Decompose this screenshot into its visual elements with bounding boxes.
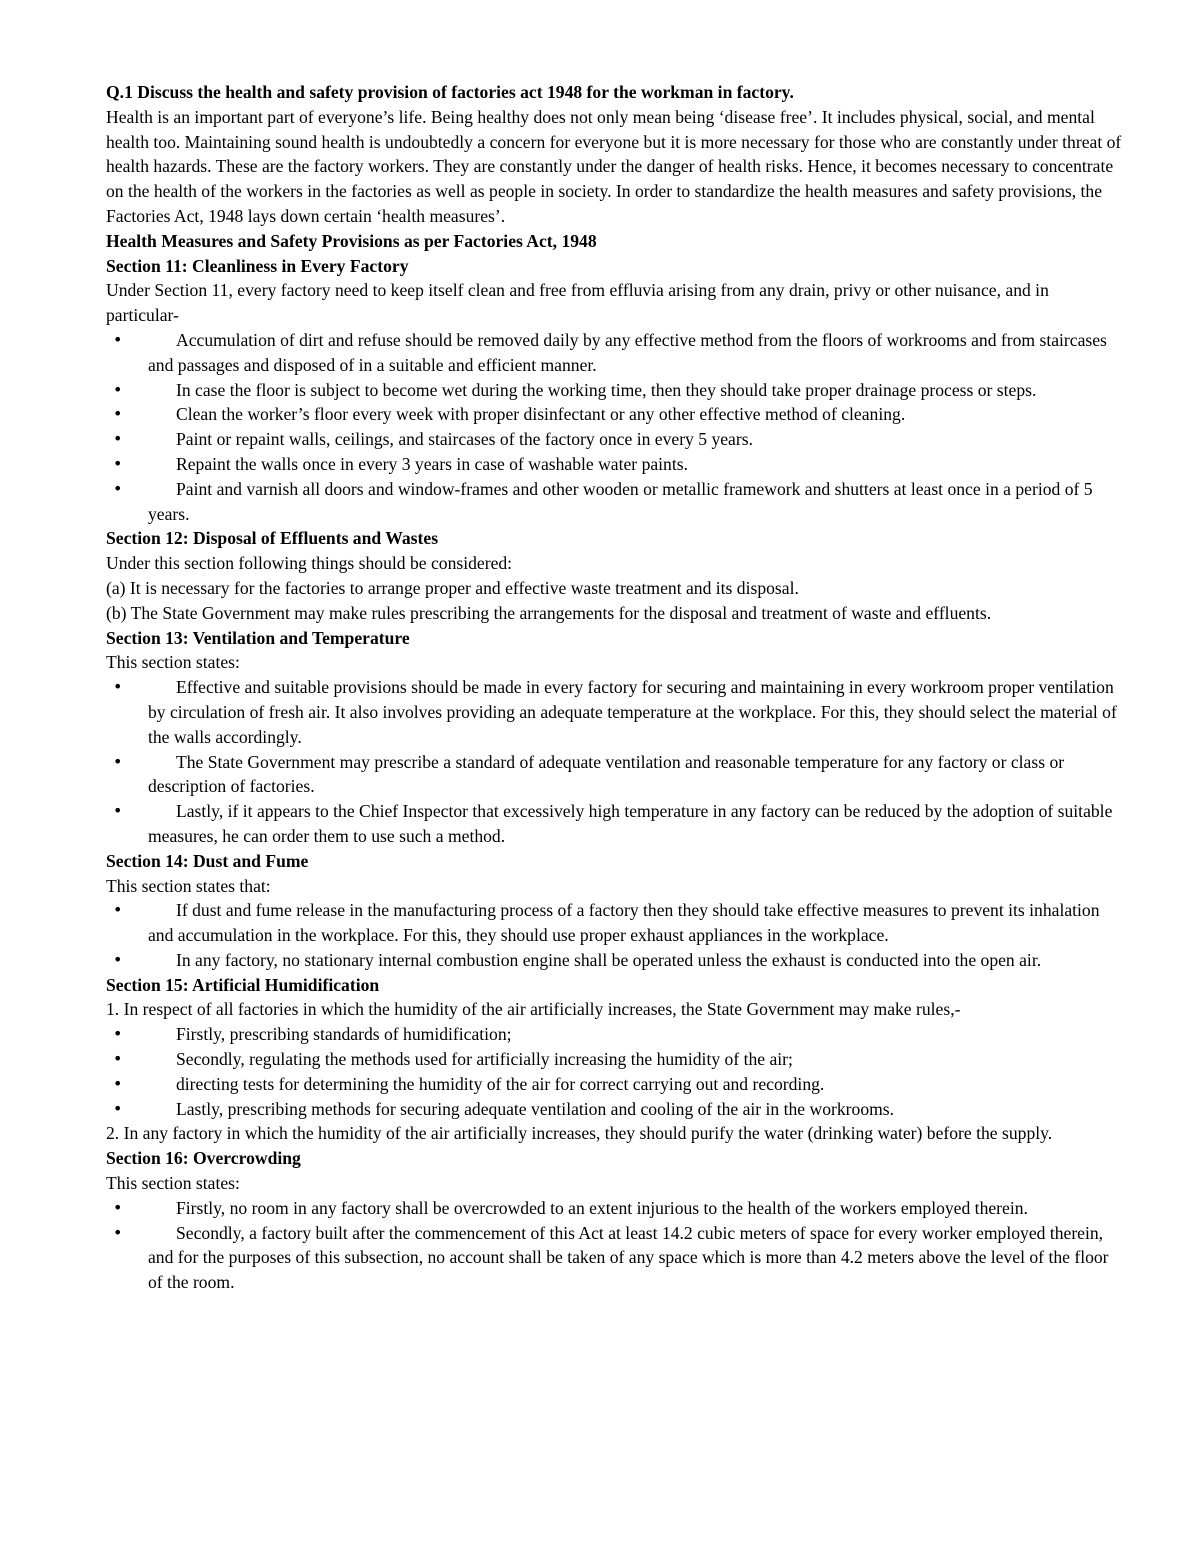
bullet-text: Lastly, prescribing methods for securing adequate ventilation and cooling of the air in the workrooms. [176,1098,895,1119]
bullet-text: Firstly, no room in any factory shall be overcrowded to an extent injurious to the health of the workers employed therein. [176,1197,1028,1218]
section [106,626,1122,849]
sections-container [106,254,1122,1295]
section-paragraph: (a) It is necessary for the factories to arrange proper and effective waste treatment and its disposal. [106,577,799,598]
bullet-text: Effective and suitable provisions should be made in every factory for securing and maintaining in every workroom proper ventilation by circulation of fresh air. It also involves providing an adequate temperature at the workplace. For this, they should select the material of the walls accordingly. [148,677,1117,747]
section-paragraph: (b) The State Government may make rules prescribing the arrangements for the disposal and treatment of waste and effluents. [106,602,992,623]
bullet-text: Paint and varnish all doors and window-frames and other wooden or metallic framework and shutters at least once in a period of 5 years. [148,478,1093,524]
bullet-list [106,1022,1122,1121]
bullet-icon: • [113,453,123,473]
bullet-item [106,378,1122,403]
section-title: Section 15: Artificial Humidification [106,974,380,995]
bullet-text: Paint or repaint walls, ceilings, and staircases of the factory once in every 5 years. [176,429,753,450]
bullet-item [106,477,1122,527]
section-title: Section 12: Disposal of Effluents and Wastes [106,528,439,549]
document-page [106,80,1122,1295]
section-paragraph: 1. In respect of all factories in which the humidity of the air artificially increases, the State Government may make rules,- [106,999,961,1020]
section-paragraph: Under Section 11, every factory need to keep itself clean and free from effluvia arising from any drain, privy or other nuisance, and in particular- [106,280,1049,326]
section-title: Section 11: Cleanliness in Every Factory [106,255,409,276]
bullet-item [106,452,1122,477]
bullet-icon: • [113,900,123,920]
section-title: Section 13: Ventilation and Temperature [106,627,410,648]
bullet-icon: • [113,1197,123,1217]
bullet-list [106,675,1122,849]
bullet-item [106,1221,1122,1295]
bullet-text: Clean the worker’s floor every week with proper disinfectant or any other effective method of cleaning. [176,404,906,425]
bullet-text: Secondly, a factory built after the commencement of this Act at least 14.2 cubic meters of space for every worker employed therein, and for the purposes of this subsection, no account shall be taken of any space which is more than 4.2 meters above the level of the floor of the room. [148,1222,1109,1293]
bullet-item [106,1047,1122,1072]
section [106,1146,1122,1295]
bullet-item [106,1022,1122,1047]
bullet-item [106,898,1122,948]
section [106,973,1122,1147]
bullet-text: Lastly, if it appears to the Chief Inspector that excessively high temperature in any factory can be reduced by the adoption of suitable measures, he can order them to use such a method. [148,801,1113,846]
section-paragraph: This section states: [106,652,240,673]
bullet-text: If dust and fume release in the manufacturing process of a factory then they should take effective measures to prevent its inhalation and accumulation in the workplace. For this, they should use proper exhaust appliances in the workplace. [148,900,1100,946]
bullet-icon: • [113,1024,123,1044]
section-paragraph: This section states: [106,1173,240,1194]
bullet-item [106,1097,1122,1122]
main-heading: Health Measures and Safety Provisions as per Factories Act, 1948 [106,230,597,251]
bullet-text: Firstly, prescribing standards of humidification; [176,1024,512,1045]
section-title: Section 14: Dust and Fume [106,850,309,871]
question-title: Q.1 Discuss the health and safety provision of factories act 1948 for the workman in factory. [106,82,794,102]
bullet-text: Accumulation of dirt and refuse should be removed daily by any effective method from the floors of workrooms and from staircases and passages and disposed of in a suitable and efficient manner. [148,329,1107,375]
bullet-icon: • [113,1073,123,1093]
bullet-icon: • [113,379,123,399]
bullet-item [106,750,1122,800]
bullet-icon: • [113,1049,123,1069]
bullet-text: In case the floor is subject to become wet during the working time, then they should take proper drainage process or steps. [176,379,1037,400]
section [106,849,1122,973]
section-paragraph: 2. In any factory in which the humidity of the air artificially increases, they should purify the water (drinking water) before the supply. [106,1123,1053,1144]
bullet-item [106,799,1122,849]
section-paragraph: This section states that: [106,875,271,896]
bullet-icon: • [113,1098,123,1118]
bullet-icon: • [113,801,123,821]
bullet-icon: • [113,949,123,969]
bullet-list [106,898,1122,972]
bullet-list [106,1196,1122,1295]
bullet-icon: • [113,478,123,498]
section [106,526,1122,625]
bullet-text: Secondly, regulating the methods used for artificially increasing the humidity of the air; [176,1049,793,1070]
bullet-icon: • [113,329,123,349]
section-title: Section 16: Overcrowding [106,1148,301,1169]
bullet-item [106,1196,1122,1221]
bullet-item [106,948,1122,973]
intro-paragraph: Health is an important part of everyone’s life. Being healthy does not only mean being ‘disease free’. It includes physical, social, and mental health too. Maintaining sound health is undoubtedly a concern for everyone but it is more necessary for those who are constantly under threat of health hazards. These are the factory workers. They are constantly under the danger of health risks. Hence, it becomes necessary to concentrate on the health of the workers in the factories as well as people in society. In order to standardize the health measures and safety provisions, the Factories Act, 1948 lays down certain ‘health measures’. [106,106,1122,226]
bullet-item [106,427,1122,452]
bullet-icon: • [113,429,123,449]
bullet-text: In any factory, no stationary internal combustion engine shall be operated unless the exhaust is conducted into the open air. [176,949,1042,970]
section-paragraph: Under this section following things should be considered: [106,553,513,574]
bullet-list [106,328,1122,526]
bullet-item [106,402,1122,427]
bullet-icon: • [113,404,123,424]
bullet-item [106,328,1122,378]
section [106,254,1122,527]
bullet-text: Repaint the walls once in every 3 years in case of washable water paints. [176,453,688,474]
bullet-icon: • [113,677,123,697]
bullet-icon: • [113,1222,123,1242]
bullet-text: The State Government may prescribe a standard of adequate ventilation and reasonable temperature for any factory or class or description of factories. [148,751,1065,797]
bullet-item [106,1072,1122,1097]
bullet-text: directing tests for determining the humidity of the air for correct carrying out and recording. [176,1073,825,1094]
bullet-item [106,675,1122,749]
bullet-icon: • [113,751,123,771]
